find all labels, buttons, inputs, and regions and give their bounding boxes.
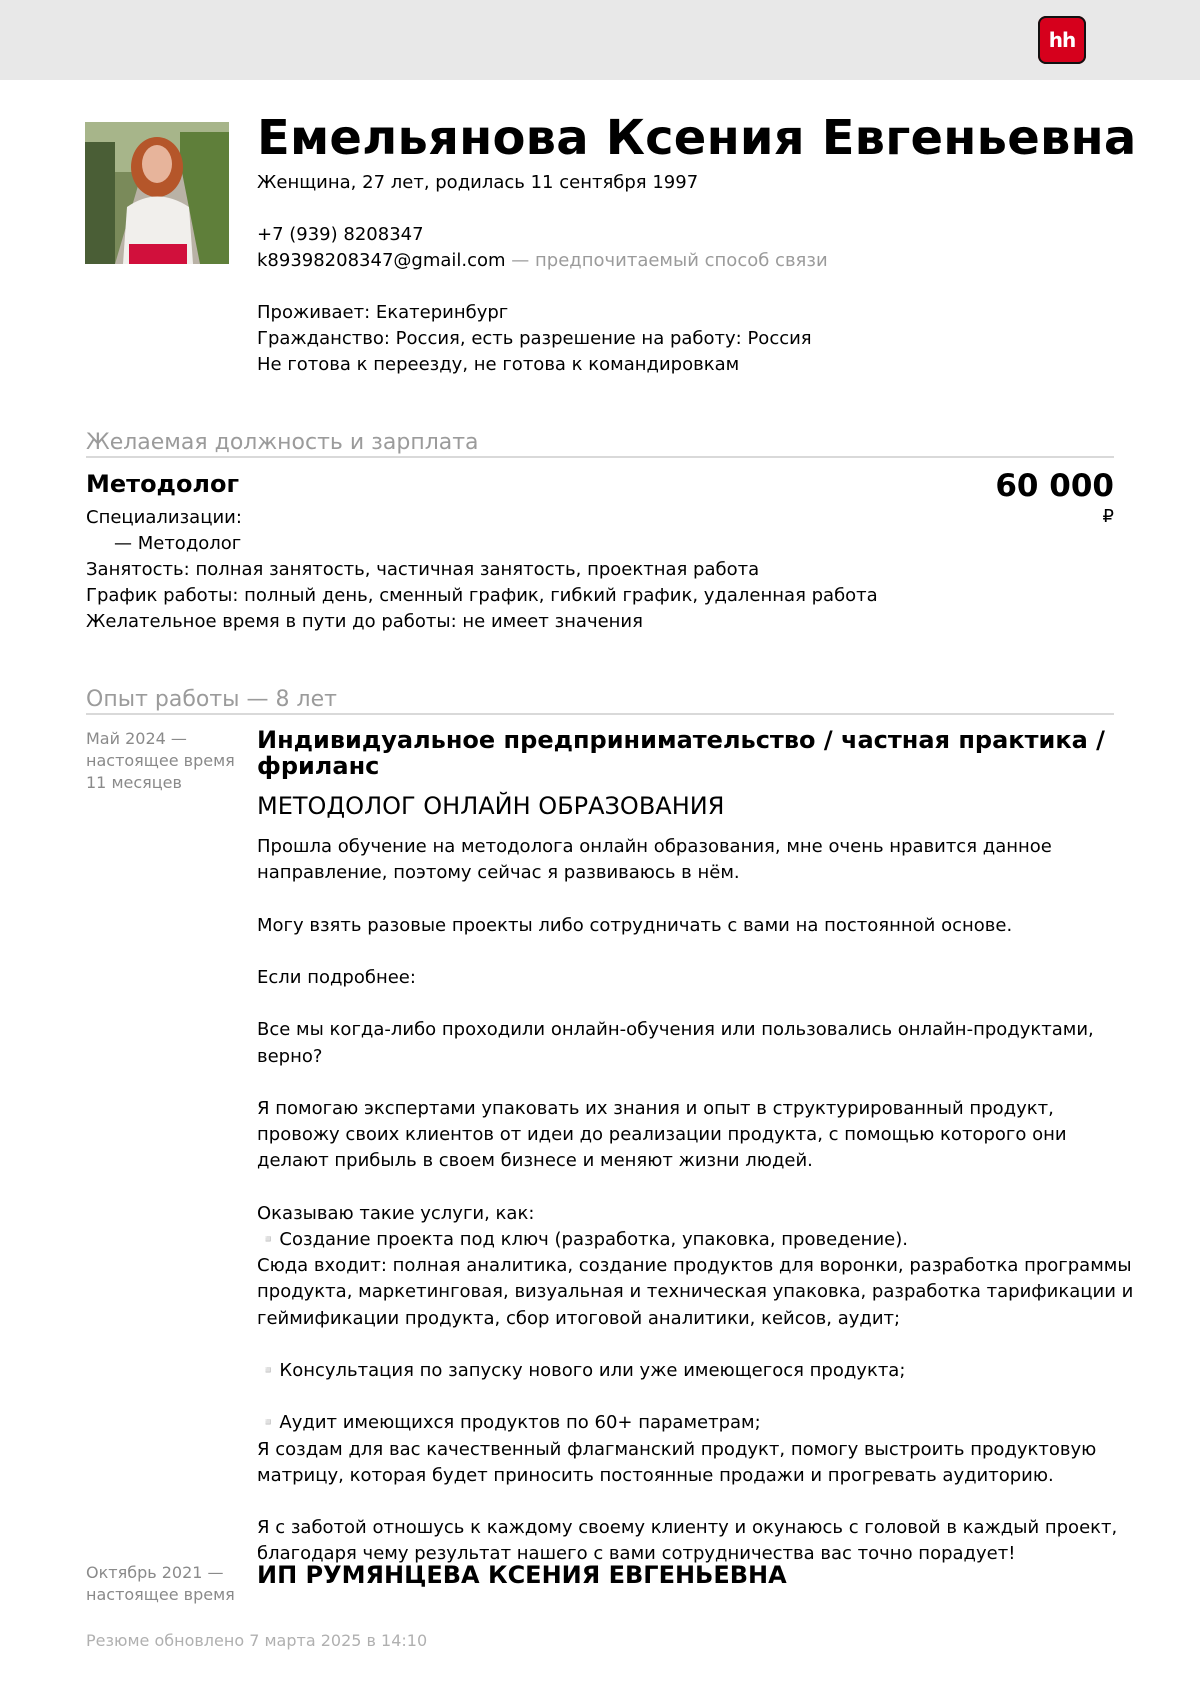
period-start: Май 2024 — — [86, 729, 187, 748]
top-bar — [0, 0, 1200, 80]
description-paragraph: Оказываю такие услуги, как: ▫️Создание проекта под ключ (разработка, упаковка, проведение). Сюда входит: полная аналитика, создание продуктов для воронки, разработка программы продукта, маркетинговая, визуальная и техническая упаковка, разработка тарификации и геймификации продукта, сбор итоговой аналитики, кейсов, аудит; — [257, 1202, 1134, 1329]
job-duration: 11 месяцев — [86, 773, 182, 792]
period-end: настоящее время — [86, 1585, 235, 1604]
email-link[interactable]: k89398208347@gmail.com — [257, 250, 506, 271]
description-paragraph: ▫️Консультация по запуску нового или уже имеющегося продукта; — [257, 1360, 906, 1382]
description-paragraph: ▫️Аудит имеющихся продуктов по 60+ параметрам; Я создам для вас качественный флагманский продукт, помогу выстроить продуктовую матрицу, которая будет приносить постоянные продажи и прогревать аудиторию. — [257, 1412, 1097, 1486]
description-paragraph: Если подробнее: — [257, 967, 416, 989]
experience-section-title: Опыт работы — 8 лет — [86, 687, 337, 712]
specializations-label: Специализации: — [86, 507, 242, 528]
desired-position: Методолог — [86, 470, 240, 498]
desired-section-title: Желаемая должность и зарплата — [86, 430, 479, 455]
resume-updated-note: Резюме обновлено 7 марта 2025 в 14:10 — [86, 1631, 428, 1650]
period-start: Октябрь 2021 — — [86, 1563, 224, 1582]
job-role: МЕТОДОЛОГ ОНЛАЙН ОБРАЗОВАНИЯ — [257, 792, 725, 820]
profile-photo — [85, 122, 229, 264]
description-paragraph: Все мы когда-либо проходили онлайн-обучения или пользовались онлайн-продуктами, верно? — [257, 1019, 1094, 1067]
relocation: Не готова к переезду, не готова к командировкам — [257, 354, 740, 375]
description-paragraph: Прошла обучение на методолога онлайн образования, мне очень нравится данное направление, поэтому сейчас я развиваюсь в нём. — [257, 836, 1052, 884]
candidate-name: Емельянова Ксения Евгеньевна — [257, 110, 1137, 166]
job-period — [86, 1562, 246, 1606]
job-description — [257, 834, 1137, 1568]
salary-amount: 60 000 — [995, 468, 1114, 504]
description-paragraph: Я помогаю экспертами упаковать их знания и опыт в структурированный продукт, провожу своих клиентов от идеи до реализации продукта, с помощью которого они делают прибыль в своем бизнесе и меняют жизни людей. — [257, 1098, 1067, 1172]
description-paragraph: Я с заботой отношусь к каждому своему клиенту и окунаюсь с головой в каждый проект, благодаря чему результат нашего с вами сотрудничества вас точно порадует! — [257, 1517, 1118, 1565]
section-divider — [86, 456, 1114, 458]
email-preference-note: — предпочитаемый способ связи — [505, 250, 828, 271]
schedule: График работы: полный день, сменный график, гибкий график, удаленная работа — [86, 585, 878, 606]
citizenship: Гражданство: Россия, есть разрешение на работу: Россия — [257, 328, 812, 349]
personal-summary: Женщина, 27 лет, родилась 11 сентября 1997 — [257, 172, 699, 193]
section-divider — [86, 713, 1114, 715]
company-name: ИП РУМЯНЦЕВА КСЕНИЯ ЕВГЕНЬЕВНА — [257, 1561, 787, 1589]
period-end: настоящее время — [86, 751, 235, 770]
job-period — [86, 728, 246, 794]
company-name: Индивидуальное предпринимательство / частная практика / фриланс — [257, 726, 1105, 780]
email-line — [257, 248, 828, 274]
commute-time: Желательное время в пути до работы: не имеет значения — [86, 611, 643, 632]
hh-logo[interactable]: hh — [1038, 16, 1086, 64]
description-paragraph: Могу взять разовые проекты либо сотрудничать с вами на постоянной основе. — [257, 914, 1013, 936]
salary-currency: ₽ — [1102, 506, 1114, 527]
phone-number[interactable]: +7 (939) 8208347 — [257, 224, 424, 245]
employment: Занятость: полная занятость, частичная занятость, проектная работа — [86, 559, 760, 580]
city: Проживает: Екатеринбург — [257, 302, 509, 323]
specialization-item: — Методолог — [114, 533, 242, 554]
